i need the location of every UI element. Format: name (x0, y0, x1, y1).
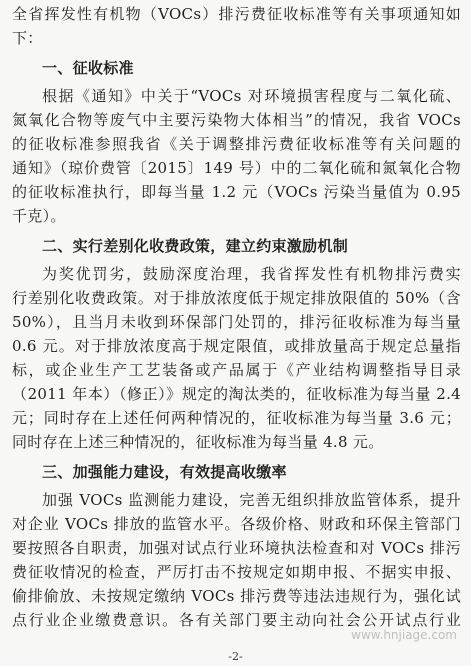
body-text-line: 的征收标准参照我省《关于调整排污费征收标准等有关问题的 (12, 135, 461, 153)
body-text-line: 加强 VOCs 监测能力建设，完善无组织排放监管体系，提升 (42, 491, 461, 509)
body-text-line: 费征收情况的检查，严厉打击不按规定如期申报、不据实申报、 (12, 563, 461, 581)
body-text-line: 全省挥发性有机物（VOCs）排污费征收标准等有关事项通知如 (12, 5, 461, 23)
body-text-line: 对企业 VOCs 排放的监管水平。各级价格、财政和环保主管部门 (12, 515, 461, 533)
body-text-line: 根据《通知》中关于“VOCs 对环境损害程度与二氧化硫、 (42, 87, 461, 105)
section-heading: 一、征收标准 (42, 59, 134, 77)
section-heading: 三、加强能力建设，有效提高收缴率 (42, 463, 287, 481)
body-text-line: 50%），且当月未收到环保部门处罚的，排污征收标准为每当量 (12, 313, 461, 331)
body-text-line: 行差别化收费政策。对于排放浓度低于规定排放限值的 50%（含 (12, 289, 461, 307)
body-text-line: 点行业企业缴费意识。各有关部门要主动向社会公开试点行业 (12, 611, 461, 629)
watermark: www.hnjiage.com (351, 628, 457, 642)
body-text-line: 氮氧化合物等废气中主要污染物大体相当”的情况，我省 VOCs (12, 111, 461, 129)
body-text-line: 元；同时存在上述任何两种情况的，征收标准为每当量 3.6 元； (12, 409, 461, 427)
body-text-line: （2011 年本）（修正）》规定的淘汰类的，征收标准为每当量 2.4 (12, 385, 461, 403)
page-number: -2- (228, 650, 243, 663)
section-heading: 二、实行差别化收费政策，建立约束激励机制 (42, 237, 349, 255)
body-text-line: 要按照各自职责，加强对试点行业环境执法检查和对 VOCs 排污 (12, 539, 461, 557)
body-text-line: 偷排偷放、未按规定缴纳 VOCs 排污费等违法违规行为，强化试 (12, 587, 461, 605)
body-text-line: 下： (12, 29, 43, 47)
body-text-line: 同时存在上述三种情况的，征收标准为每当量 4.8 元。 (12, 433, 384, 451)
body-text-line: 标，或企业生产工艺装备或产品属于《产业结构调整指导目录 (12, 361, 461, 379)
body-text-line: 0.6 元。对于排放浓度高于规定限值，或排放量高于规定总量指 (12, 337, 461, 355)
body-text-line: 为奖优罚劣，鼓励深度治理，我省挥发性有机物排污费实 (42, 265, 461, 283)
body-text-line: 通知》（琼价费管〔2015〕149 号）中的二氧化硫和氮氧化合物 (12, 159, 461, 177)
body-text-line: 的征收标准执行，即每当量 1.2 元（VOCs 污染当量值为 0.95 (12, 183, 461, 201)
body-text-line: 千克）。 (12, 207, 66, 225)
